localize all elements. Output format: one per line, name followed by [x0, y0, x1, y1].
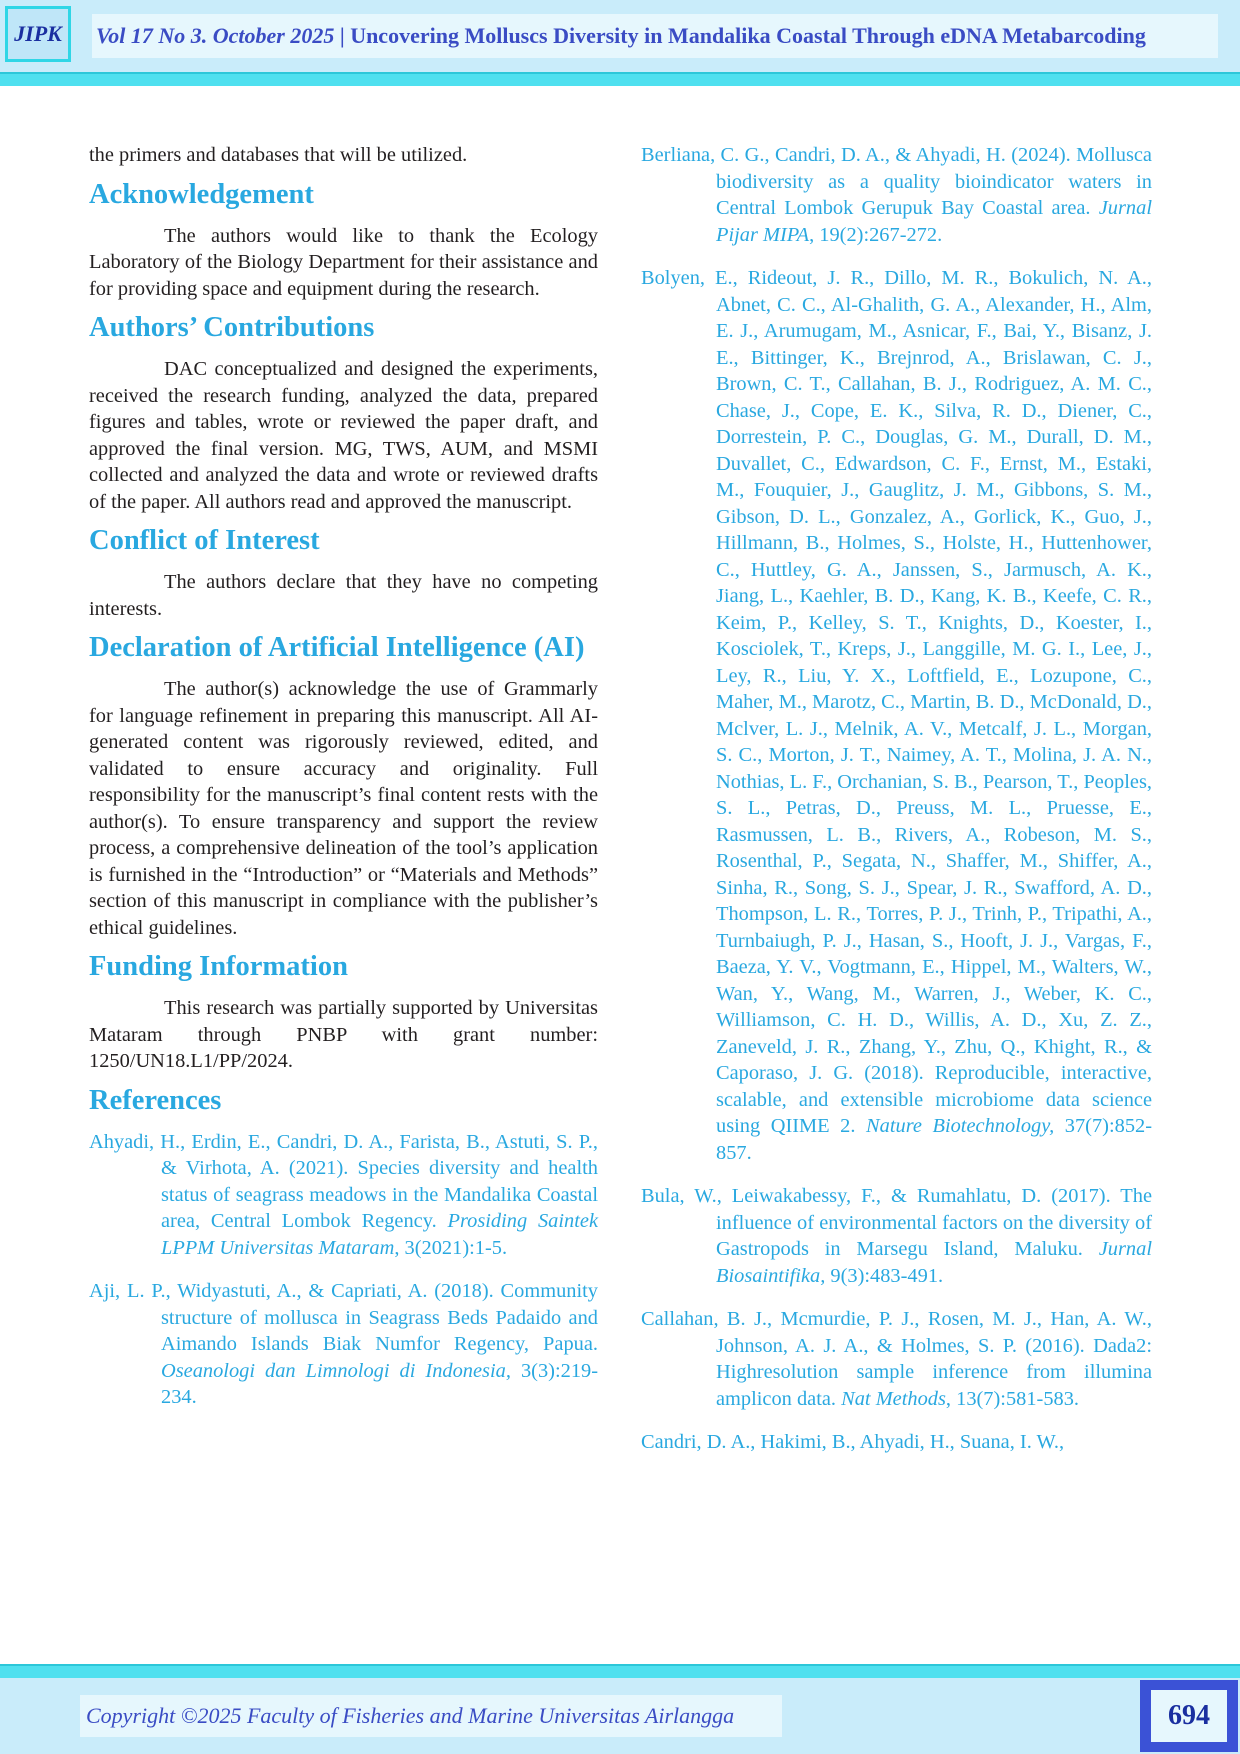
journal-logo-text: JIPK — [14, 21, 62, 46]
running-header — [92, 14, 1218, 58]
conflict-body: The authors declare that they have no competing interests. — [89, 571, 598, 620]
issue-info: Vol 17 No 3. October 2025 — [96, 23, 335, 48]
right-column — [641, 142, 1152, 1456]
reference-item: Bula, W., Leiwakabessy, F., & Rumahlatu, D. (2017). The influence of environmental factors on the diversity of Gastropods in Marsegu Island, Maluku. Jurnal Biosaintifika, 9(3):483-491. — [641, 1185, 1152, 1287]
page-number-box — [1140, 1680, 1238, 1752]
section-heading-conflict: Conflict of Interest — [89, 525, 320, 556]
section-heading-funding: Funding Information — [89, 951, 348, 982]
reference-item: Candri, D. A., Hakimi, B., Ahyadi, H., Suana, I. W., — [641, 1431, 1065, 1453]
copyright-text: Copyright ©2025 Faculty of Fisheries and Marine Universitas Airlangga — [86, 1703, 735, 1728]
acknowledgement-body: The authors would like to thank the Ecology Laboratory of the Biology Department for their assistance and for providing space and equipment during the research. — [89, 224, 598, 300]
funding-body: This research was partially supported by Universitas Mataram through PNBP with grant number: 1250/UN18.L1/PP/2024. — [89, 997, 598, 1072]
journal-logo — [5, 6, 71, 62]
header-rule — [0, 72, 1240, 86]
reference-item: Bolyen, E., Rideout, J. R., Dillo, M. R., Bokulich, N. A., Abnet, C. C., Al-Ghalith, G. A., Alexander, H., Alm, E. J., Arumugam, M., Asnicar, F., Bai, Y., Bisanz, J. E., Bittinger, K., Brejnrod, A., Brislawan, C. J., Brown, C. T., Callahan, B. J., Rodriguez, A. M. C., Chase, J., Cope, E. K., Silva, R. D., Diener, C., Dorrestein, P. C., Douglas, G. M., Durall, D. M., Duvallet, C., Edwardson, C. F., Ernst, M., Estaki, M., Fouquier, J., Gauglitz, J. M., Gibbons, S. M., Gibson, D. L., Gonzalez, A., Gorlick, K., Guo, J., Hillmann, B., Holmes, S., Holste, H., Huttenhower, C., Huttley, G. A., Janssen, S., Jarmusch, A. K., Jiang, L., Kaehler, B. D., Kang, K. B., Keefe, C. R., Keim, P., Kelley, S. T., Knights, D., Koester, I., Kosciolek, T., Kreps, J., Langgille, M. G. I., Lee, J., Ley, R., Liu, Y. X., Loftfield, E., Lozupone, C., Maher, M., Marotz, C., Martin, B. D., McDonald, D., Mclver, L. J., Melnik, A. V., Metcalf, J. L., Morgan, S. C., Morton, J. T., Naimey, A. T., Molina, J. A. N., Nothias, L. F., Orchanian, S. B., Pearson, T., Peoples, S. L., Petras, D., Preuss, M. L., Pruesse, E., Rasmussen, L. B., Rivers, A., Robeson, M. S., Rosenthal, P., Segata, N., Shaffer, M., Shiffer, A., Sinha, R., Song, S. J., Spear, J. R., Swafford, A. D., Thompson, L. R., Torres, P. J., Trinh, P., Tripathi, A., Turnbaiugh, P. J., Hasan, S., Hooft, J. J., Vargas, F., Baeza, Y. V., Vogtmann, E., Hippel, M., Walters, W., Wan, Y., Wang, M., Warren, J., Weber, K. C., Williamson, C. H. D., Willis, A. D., Xu, Z. Z., Zaneveld, J. R., Zhang, Y., Zhu, Q., Khight, R., & Caporaso, J. G. (2018). Reproducible, interactive, scalable, and extensible microbiome data science using QIIME 2. Nature Biotechnology, 37(7):852-857. — [641, 267, 1152, 1164]
reference-item: Ahyadi, H., Erdin, E., Candri, D. A., Farista, B., Astuti, S. P., & Virhota, A. (2021). Species diversity and health status of seagrass meadows in the Mandalika Coastal area, Central Lombok Regency. Prosiding Saintek LPPM Universitas Mataram, 3(2021):1-5. — [89, 1130, 599, 1259]
copyright-notice — [80, 1695, 782, 1737]
continued-paragraph: the primers and databases that will be utilized. — [89, 144, 468, 166]
reference-item: Callahan, B. J., Mcmurdie, P. J., Rosen, M. J., Han, A. W., Johnson, A. J. A., & Holmes, S. P. (2016). Dada2: Highresolution sample inference from illumina amplicon data. Nat Methods, 13(7):581-583. — [641, 1308, 1152, 1410]
left-column — [89, 142, 598, 1411]
reference-item: Berliana, C. G., Candri, D. A., & Ahyadi, H. (2024). Mollusca biodiversity as a quality bioindicator waters in Central Lombok Gerupuk Bay Coastal area. Jurnal Pijar MIPA, 19(2):267-272. — [641, 144, 1152, 246]
reference-item: Aji, L. P., Widyastuti, A., & Capriati, A. (2018). Community structure of mollusca in Seagrass Beds Padaido and Aimando Islands Biak Numfor Regency, Papua. Oseanologi dan Limnologi di Indonesia, 3(3):219-234. — [89, 1280, 598, 1408]
ai-declaration-body: The author(s) acknowledge the use of Grammarly for language refinement in preparing this manuscript. All AI-generated content was rigorously reviewed, edited, and validated to ensure accuracy and originality. Full responsibility for the manuscript’s final content rests with the author(s). To ensure transparency and support the review process, a comprehensive delineation of the tool’s application is furnished in the “Introduction” or “Materials and Methods” section of this manuscript in compliance with the publisher’s ethical guidelines. — [89, 678, 598, 939]
page-number: 694 — [1151, 1690, 1227, 1742]
header-separator: | — [334, 23, 351, 48]
contributions-body: DAC conceptualized and designed the experiments, received the research funding, analyzed the data, prepared figures and tables, wrote or reviewed the paper draft, and approved the final version. MG, TWS, AUM, and MSMI collected and analyzed the data and wrote or reviewed drafts of the paper. All authors read and approved the manuscript. — [89, 358, 598, 513]
section-heading-contributions: Authors’ Contributions — [89, 312, 375, 343]
footer-rule — [0, 1664, 1240, 1678]
section-heading-acknowledgement: Acknowledgement — [89, 178, 314, 210]
section-heading-references: References — [89, 1084, 222, 1116]
section-heading-ai-declaration: Declaration of Artificial Intelligence (AI) — [89, 632, 585, 663]
article-short-title: Uncovering Molluscs Diversity in Mandalika Coastal Through eDNA Metabarcoding — [350, 23, 1146, 48]
